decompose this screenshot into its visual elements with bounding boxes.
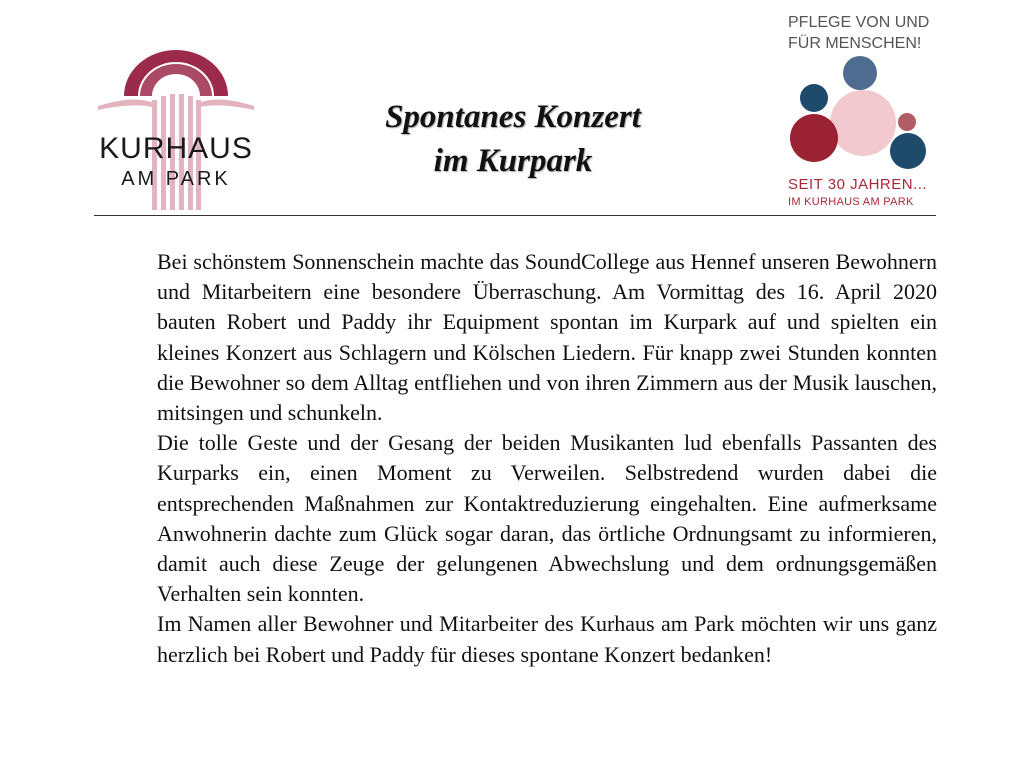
article-body [157, 247, 937, 670]
claim-line-2: FÜR MENSCHEN! [788, 35, 922, 52]
title-line-1: Spontanes Konzert [385, 99, 641, 135]
header-divider [94, 215, 936, 216]
logo-subname: AM PARK [121, 168, 231, 190]
years-label: SEIT 30 JAHREN... [788, 176, 928, 193]
claim [788, 12, 929, 54]
logo-name: KURHAUS [99, 132, 253, 165]
paragraph-1: Bei schönstem Sonnenschein machte das SoundCollege aus Hennef unseren Bewohnern und Mitarbeitern eine besondere Überraschung. Am Vormittag des 16. April 2020 bauten Robert und Paddy ihr Equipment spontan im Kurpark auf und spielten ein kleines Konzert aus Schlagern und Kölschen Liedern. Für knapp zwei Stunden konnten die Bewohner so dem Alltag entfliehen und von ihren Zimmern aus der Musik lauschen, mitsingen und schunkeln. [157, 249, 937, 426]
circles-emblem-icon [780, 56, 940, 176]
anniversary-logo [780, 12, 940, 212]
paragraph-2: Die tolle Geste und der Gesang der beiden Musikanten lud ebenfalls Passanten des Kurparks ein, einen Moment zu Verweilen. Selbstredend wurden dabei die entsprechenden Maßnahmen zur Kontaktreduzierung eingehalten. Eine aufmerksame Anwohnerin dachte zum Glück sogar daran, das örtliche Ordnungsamt zu informieren, damit auch diese Zeuge der gelungenen Abwechslung und dem ordnungsgemäßen Verhalten sein konnten. [157, 430, 937, 607]
title-line-2: im Kurpark [433, 143, 593, 179]
page-title [330, 95, 696, 183]
paragraph-3: Im Namen aller Bewohner und Mitarbeiter des Kurhaus am Park möchten wir uns ganz herzlich bei Robert und Paddy für dieses spontane Konzert bedanken! [157, 611, 937, 667]
claim-line-1: PFLEGE VON UND [788, 14, 930, 31]
kurhaus-logo [96, 44, 256, 214]
place-label: IM KURHAUS AM PARK [788, 196, 914, 208]
